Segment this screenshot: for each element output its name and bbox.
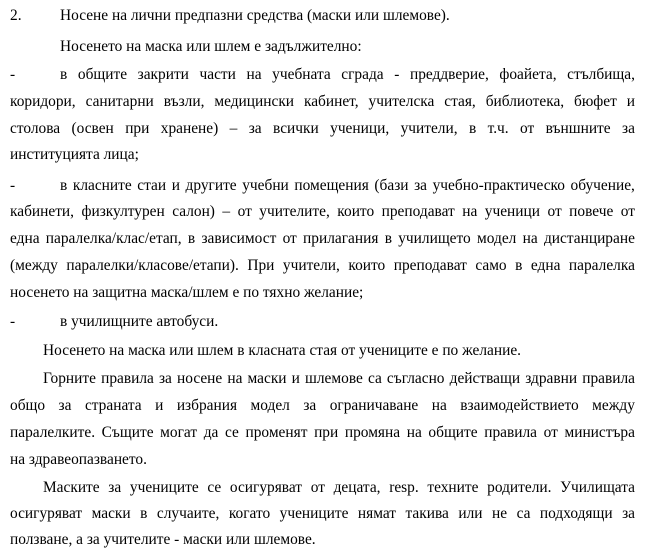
bullet-1-line-1: в общите закрити части на учебната сграда - преддверие, фоайета, стълбища, [60,66,635,83]
bullet-1-line-3: столова (освен при хранене) – за всички ученици, учители, в т.ч. от външните за [10,120,635,137]
bullet-1-line-2: коридори, санитарни възли, медицински кабинет, учителска стая, библиотека, бюфет и [10,93,635,110]
paragraph-rules-line-2: общо за страната и избрания модел за ограничаване на взаимодействието между [10,397,635,414]
bullet-marker: - [10,313,16,330]
bullet-2-line-1: в класните стаи и другите учебни помещения (бази за учебно-практическо обучение, [60,177,635,194]
bullet-1-line-4: институцията лица; [10,146,139,163]
paragraph-supply-line-2: осигуряват маски в случаите, когато учениците нямат такива или не са подходящи за [10,505,635,522]
paragraph-supply-line-1: Маските за учениците се осигуряват от децата, resp. техните родители. Училищата [43,479,635,496]
paragraph-rules-line-1: Горните правила за носене на маски и шлемове са съгласно действащи здравни правила [43,370,635,387]
bullet-marker: - [10,177,16,194]
bullet-marker: - [10,66,16,83]
bullet-2-line-5: носенето на защитна маска/шлем е по тяхно желание; [10,284,364,301]
bullet-3-line-1: в училищните автобуси. [60,313,219,330]
paragraph-supply-line-3: ползване, а за учителите - маски или шлемове. [10,531,316,548]
section-number: 2. [10,7,22,24]
paragraph-rules-line-4: на здравеопазването. [10,451,147,468]
bullet-2-line-4: (между паралелки/класове/етапи). При учители, които преподават само в една паралелка [10,257,635,274]
paragraph-rules-line-3: паралелките. Същите могат да се променят при промяна на общите правила от министъра [10,424,635,441]
intro-paragraph: Носенето на маска или шлем е задължително: [60,38,362,55]
bullet-2-line-3: една паралелка/клас/етап, в зависимост от прилагания в училището модел на дистанциране [10,230,635,247]
paragraph-masks-in-class: Носенето на маска или шлем в класната стая от учениците е по желание. [43,342,522,359]
bullet-2-line-2: кабинети, физкултурен салон) – от учителите, които преподават на ученици от повече от [10,203,635,220]
section-heading: Носене на лични предпазни средства (маски или шлемове). [60,7,450,24]
